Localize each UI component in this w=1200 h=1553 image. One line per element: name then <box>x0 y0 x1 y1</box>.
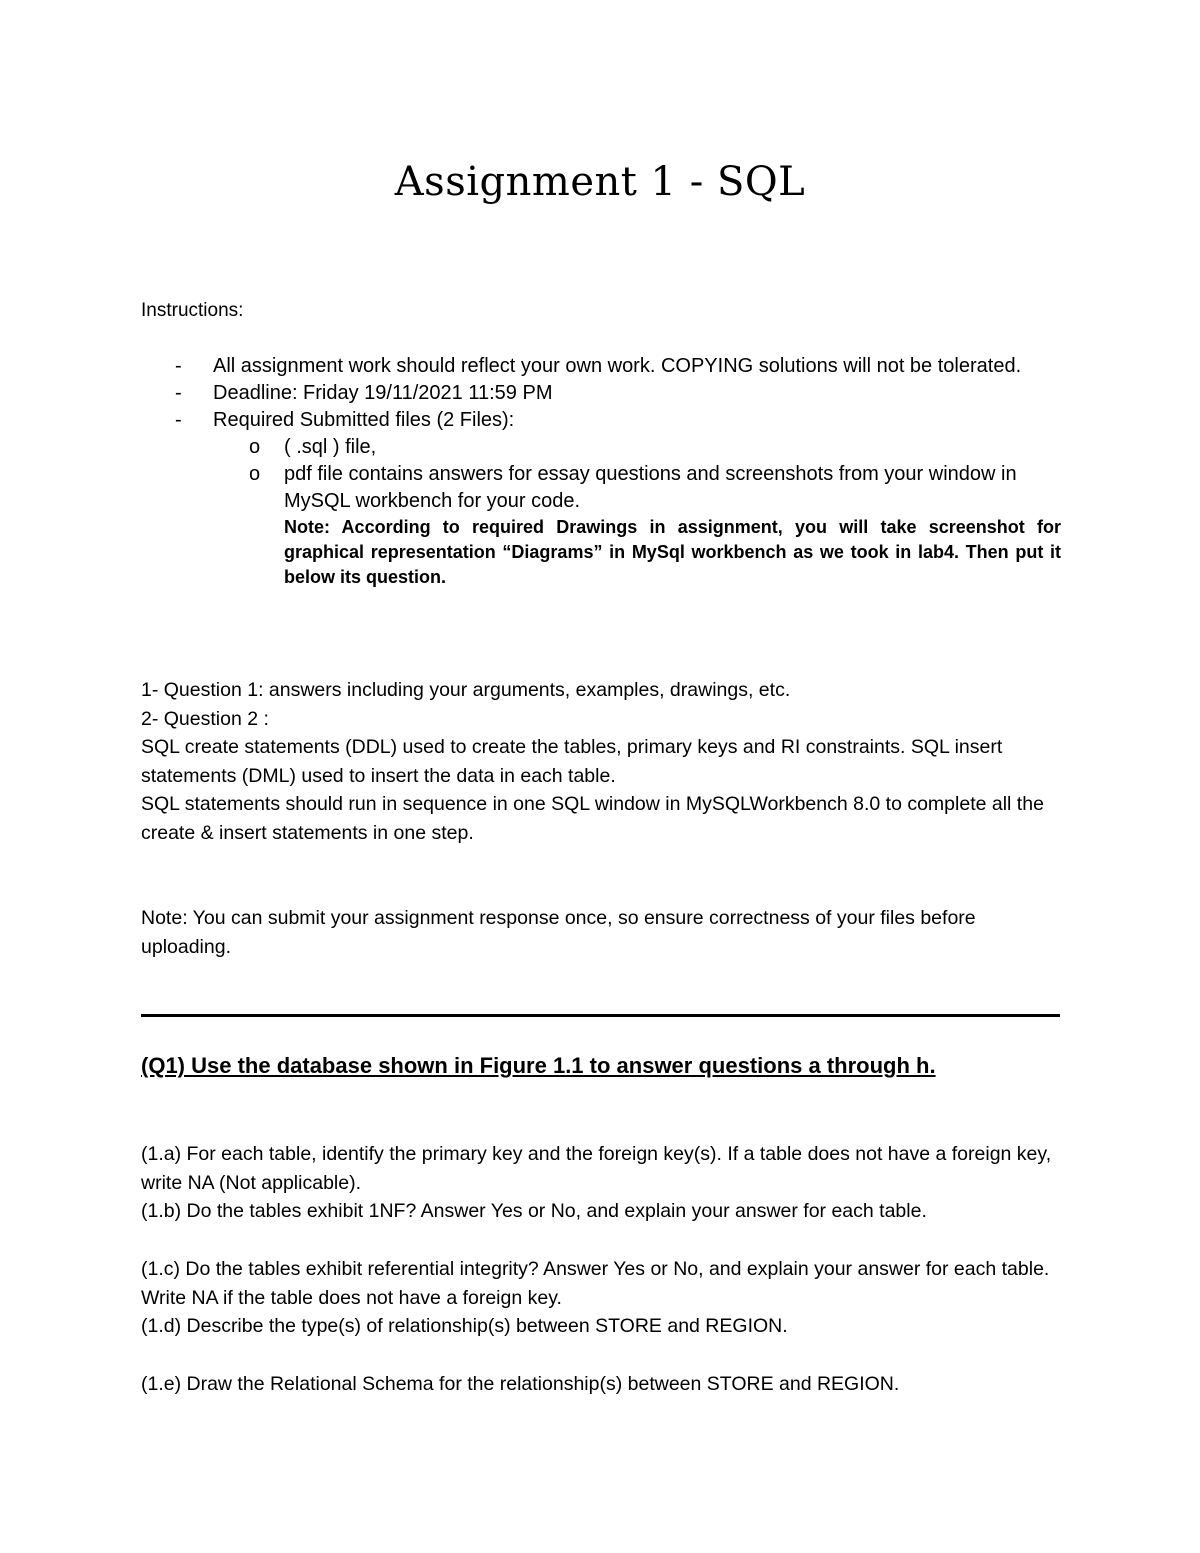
circle-bullet-icon: o <box>249 436 261 458</box>
question-1b: (1.b) Do the tables exhibit 1NF? Answer Yes or No, and explain your answer for each table. <box>141 1200 927 1222</box>
question-2-summary: 2- Question 2 : <box>141 707 269 730</box>
required-files-list <box>213 434 1061 590</box>
instructions-label: Instructions: <box>141 300 244 321</box>
question-1e: (1.e) Draw the Relational Schema for the relationship(s) between STORE and REGION. <box>141 1373 900 1395</box>
question-1a: (1.a) For each table, identify the primary key and the foreign key(s). If a table does not have a foreign key, write NA (Not applicable). <box>141 1143 1052 1194</box>
section-divider <box>141 1014 1060 1017</box>
list-item <box>141 407 1061 590</box>
dash-bullet-icon: - <box>175 382 182 404</box>
instruction-deadline: Deadline: Friday 19/11/2021 11:59 PM <box>213 382 553 404</box>
page-title: Assignment 1 - SQL <box>394 159 806 205</box>
circle-bullet-icon: o <box>249 463 261 485</box>
list-item <box>213 461 1061 590</box>
instruction-required-files: Required Submitted files (2 Files): <box>213 409 515 431</box>
q1-heading: (Q1) Use the database shown in Figure 1.1 to answer questions a through h. <box>141 1053 936 1078</box>
pdf-file-item: pdf file contains answers for essay questions and screenshots from your window in MySQL workbench for your code. <box>284 463 1017 512</box>
instruction-own-work: All assignment work should reflect your own work. COPYING solutions will not be tolerated. <box>213 355 1022 377</box>
question-2-ddl-dml: SQL create statements (DDL) used to create the tables, primary keys and RI constraints. SQL insert statements (DML) used to insert the data in each table. <box>141 736 1003 787</box>
list-item <box>213 434 1061 461</box>
q1-items-group-1 <box>141 1140 1061 1226</box>
drawings-note: Note: According to required Drawings in assignment, you will take screenshot for graphical representation “Diagrams” in MySql workbench as we took in lab4. Then put it below its question. <box>284 517 1061 587</box>
dash-bullet-icon: - <box>175 409 182 431</box>
dash-bullet-icon: - <box>175 355 182 377</box>
list-item <box>141 353 1061 380</box>
question-1-summary: 1- Question 1: answers including your arguments, examples, drawings, etc. <box>141 679 791 701</box>
submission-note <box>141 904 1061 961</box>
submission-note-text: Note: You can submit your assignment response once, so ensure correctness of your files before uploading. <box>141 907 976 958</box>
q1-items-group-3 <box>141 1370 1061 1399</box>
question-1d: (1.d) Describe the type(s) of relationship(s) between STORE and REGION. <box>141 1315 788 1337</box>
q1-items-group-2 <box>141 1255 1061 1341</box>
sql-file-item: ( .sql ) file, <box>284 436 377 458</box>
instructions-list <box>141 353 1061 590</box>
question-1c: (1.c) Do the tables exhibit referential integrity? Answer Yes or No, and explain your answer for each table. Write NA if the table does not have a foreign key. <box>141 1258 1050 1309</box>
list-item <box>141 380 1061 407</box>
questions-overview <box>141 676 1061 847</box>
question-2-sequence: SQL statements should run in sequence in one SQL window in MySQLWorkbench 8.0 to complete all the create & insert statements in one step. <box>141 793 1044 844</box>
